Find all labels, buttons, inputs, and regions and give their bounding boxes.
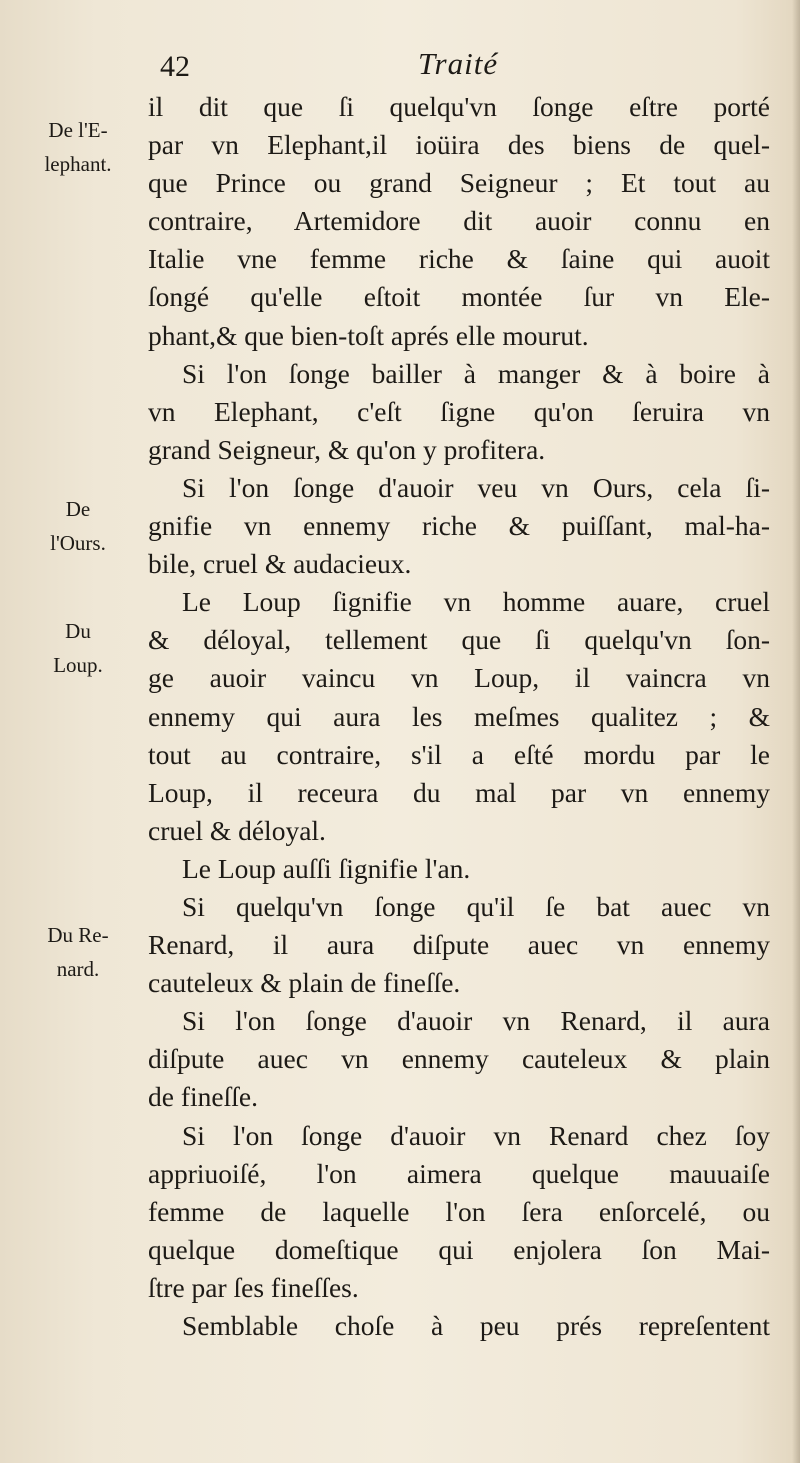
margin-note-line: Du [65, 619, 91, 643]
margin-note-line: Du Re- [47, 923, 109, 947]
margin-note-line: l'Ours. [50, 531, 106, 555]
text-line: ſongé qu'elle eſtoit montée ſur vn Ele- [148, 281, 770, 313]
text-line: Le Loup ſignifie vn homme auare, cruel [182, 586, 770, 618]
text-line: il dit que ſi quelqu'vn ſonge eſtre porté [148, 91, 770, 122]
text-line: contraire, Artemidore dit auoir connu en [148, 205, 770, 237]
text-line: Loup, il receura du mal par vn ennemy [148, 776, 770, 808]
text-line: appriuoiſé, l'on aimera quelque mauuaiſe [148, 1157, 770, 1189]
text-line: Si l'on ſonge d'auoir vn Renard chez ſoy [182, 1119, 770, 1151]
text-line: femme de laquelle l'on ſera enſorcelé, ou [148, 1195, 770, 1227]
text-line: Si l'on ſonge d'auoir vn Renard, il aura [182, 1005, 770, 1037]
text-line: tout au contraire, s'il a eſté mordu par le [148, 738, 770, 770]
text-line: ſtre par ſes fineſſes. [148, 1271, 359, 1303]
text-line: grand Seigneur, & qu'on y profitera. [148, 433, 546, 465]
text-line: Semblable choſe à peu prés repreſentent [182, 1310, 770, 1341]
text-line: Si quelqu'vn ſonge qu'il ſe bat auec vn [182, 890, 770, 922]
text-line: bile, cruel & audacieux. [148, 548, 412, 580]
text-line: Si l'on ſonge d'auoir veu vn Ours, cela ſi- [182, 471, 770, 503]
text-line: quelque domeſtique qui enjolera ſon Mai- [148, 1233, 770, 1265]
text-line: ge auoir vaincu vn Loup, il vaincra vn [148, 662, 770, 694]
page-header [0, 46, 800, 90]
text-line: phant,& que bien-toſt aprés elle mourut. [148, 319, 589, 351]
text-line: que Prince ou grand Seigneur ; Et tout au [148, 167, 770, 199]
margin-note-line: lephant. [44, 152, 112, 176]
text-line: par vn Elephant,il ioüira des biens de quel- [148, 129, 770, 161]
body-text [148, 88, 770, 1345]
margin-note-renard [14, 918, 142, 986]
text-line: cauteleux & plain de fineſſe. [148, 967, 461, 999]
text-line: cruel & déloyal. [148, 814, 326, 846]
text-line: Renard, il aura diſpute auec vn ennemy [148, 929, 770, 961]
margin-note-line: De l'E- [48, 118, 108, 142]
text-line: Si l'on ſonge bailler à manger & à boire à [182, 357, 770, 389]
text-line: Italie vne femme riche & ſaine qui auoit [148, 243, 770, 275]
text-line: ennemy qui aura les meſmes qualitez ; & [148, 700, 770, 732]
text-line: & déloyal, tellement que ſi quelqu'vn ſon- [148, 624, 770, 656]
text-line: vn Elephant, c'eſt ſigne qu'on ſeruira vn [148, 395, 770, 427]
margin-note-elephant [14, 113, 142, 181]
margin-note-ours [14, 492, 142, 560]
page-number: 42 [160, 50, 190, 83]
running-title: Traité [418, 46, 499, 81]
margin-note-line: nard. [56, 957, 100, 981]
text-line: de fineſſe. [148, 1081, 258, 1113]
margin-note-loup [14, 614, 142, 682]
margin-note-line: Loup. [53, 653, 103, 677]
text-line: Le Loup auſſi ſignifie l'an. [182, 852, 471, 884]
margin-note-line: De [65, 497, 91, 521]
text-line: gnifie vn ennemy riche & puiſſant, mal-ha- [148, 510, 770, 542]
text-line: diſpute auec vn ennemy cauteleux & plain [148, 1043, 770, 1075]
